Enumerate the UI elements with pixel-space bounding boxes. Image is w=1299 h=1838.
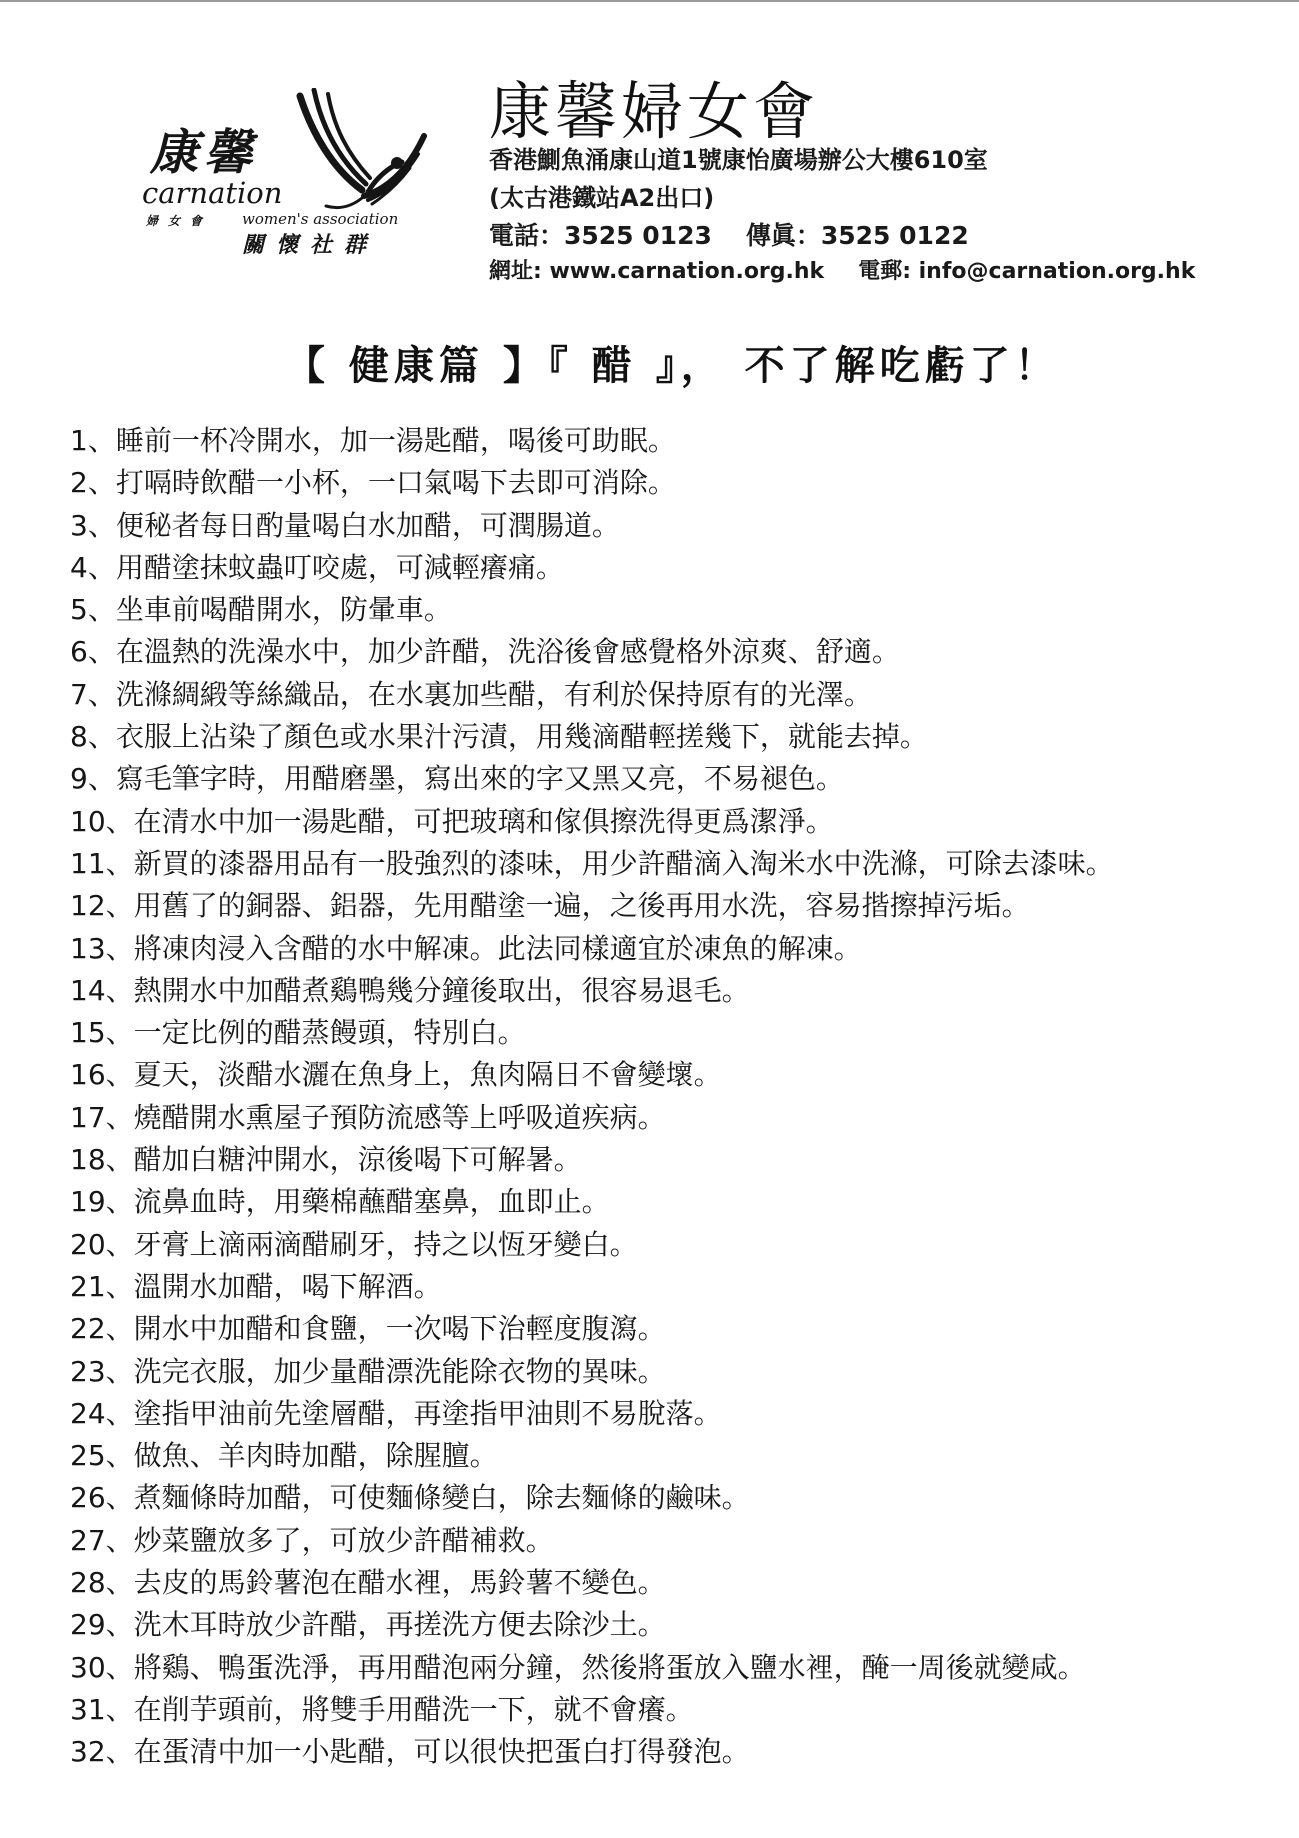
list-item <box>70 970 1280 1012</box>
email: 電郵: info@carnation.org.hk <box>858 259 1196 284</box>
item-text: 用醋塗抹蚊蟲叮咬處，可減輕癢痛。 <box>115 550 564 584</box>
item-text: 塗指甲油前先塗層醋，再塗指甲油則不易脫落。 <box>133 1396 722 1430</box>
item-number: 10、 <box>70 804 134 838</box>
item-text: 流鼻血時，用藥棉蘸醋塞鼻，血即止。 <box>133 1185 610 1219</box>
item-number: 31、 <box>70 1692 134 1726</box>
item-text: 開水中加醋和食鹽，一次喝下治輕度腹瀉。 <box>133 1312 666 1346</box>
organization-name: 康馨婦女會 <box>489 75 820 148</box>
list-item <box>70 1308 1280 1350</box>
item-number: 11、 <box>70 846 134 880</box>
list-item <box>70 885 1280 927</box>
logo-womens-society: 婦女會 <box>146 214 213 228</box>
list-item <box>70 420 1280 462</box>
vinegar-tips-list <box>70 420 1280 1774</box>
list-item <box>70 1477 1280 1519</box>
item-text: 打嗝時飲醋一小杯，一口氣喝下去即可消除。 <box>115 466 676 500</box>
item-number: 6、 <box>70 635 116 669</box>
logo-english-name: carnation <box>142 176 283 210</box>
item-number: 23、 <box>70 1354 134 1388</box>
item-number: 19、 <box>70 1185 134 1219</box>
document-title: 【 健康篇 】『 醋 』， 不了解吃虧了！ <box>285 343 1060 389</box>
carnation-logo <box>142 88 432 268</box>
logo-chinese-name: 康馨 <box>150 125 259 181</box>
item-number: 14、 <box>70 973 134 1007</box>
website: 網址: www.carnation.org.hk <box>489 259 825 284</box>
item-text: 將凍肉浸入含醋的水中解凍。此法同樣適宜於凍魚的解凍。 <box>133 931 862 965</box>
item-number: 25、 <box>70 1439 134 1473</box>
item-number: 9、 <box>70 762 116 796</box>
phone-number: 電話：3525 0123 <box>489 221 712 250</box>
item-text: 燒醋開水熏屋子預防流感等上呼吸道疾病。 <box>133 1100 666 1134</box>
list-item <box>70 1181 1280 1223</box>
item-text: 衣服上沾染了顏色或水果汁污漬，用幾滴醋輕搓幾下，就能去掉。 <box>115 720 928 754</box>
list-item <box>70 1520 1280 1562</box>
list-item <box>70 1435 1280 1477</box>
item-number: 16、 <box>70 1058 134 1092</box>
list-item <box>70 1562 1280 1604</box>
item-number: 8、 <box>70 720 116 754</box>
station-exit: (太古港鐵站A2出口) <box>489 184 715 212</box>
item-text: 炒菜鹽放多了，可放少許醋補救。 <box>133 1523 554 1557</box>
fax-number: 傳眞：3525 0122 <box>745 221 969 250</box>
item-number: 18、 <box>70 1143 134 1177</box>
item-text: 溫開水加醋，喝下解酒。 <box>133 1269 442 1303</box>
item-text: 在溫熱的洗澡水中，加少許醋，洗浴後會感覺格外涼爽、舒適。 <box>115 635 900 669</box>
item-number: 4、 <box>70 550 116 584</box>
item-number: 17、 <box>70 1100 134 1134</box>
web-email-line <box>489 254 1195 285</box>
item-text: 在削芋頭前，將雙手用醋洗一下，就不會癢。 <box>133 1692 694 1726</box>
list-item <box>70 631 1280 673</box>
item-text: 去皮的馬鈴薯泡在醋水裡，馬鈴薯不變色。 <box>133 1566 666 1600</box>
list-item <box>70 1139 1280 1181</box>
list-item <box>70 1731 1280 1773</box>
item-number: 15、 <box>70 1016 134 1050</box>
item-text: 將鷄、鴨蛋洗淨，再用醋泡兩分鐘，然後將蛋放入鹽水裡，醃一周後就變咸。 <box>133 1650 1086 1684</box>
item-text: 醋加白糖沖開水，涼後喝下可解暑。 <box>133 1143 582 1177</box>
item-text: 坐車前喝醋開水，防暈車。 <box>115 593 452 627</box>
list-item <box>70 1689 1280 1731</box>
item-number: 20、 <box>70 1227 134 1261</box>
item-number: 13、 <box>70 931 134 965</box>
item-text: 做魚、羊肉時加醋，除腥膻。 <box>133 1439 498 1473</box>
item-number: 24、 <box>70 1396 134 1430</box>
item-number: 22、 <box>70 1312 134 1346</box>
list-item <box>70 758 1280 800</box>
item-number: 32、 <box>70 1735 134 1769</box>
list-item <box>70 505 1280 547</box>
item-text: 在蛋清中加一小匙醋，可以很快把蛋白打得發泡。 <box>133 1735 750 1769</box>
item-number: 28、 <box>70 1566 134 1600</box>
phone-fax-line <box>489 216 969 252</box>
item-text: 便秘者每日酌量喝白水加醋，可潤腸道。 <box>115 508 620 542</box>
item-number: 3、 <box>70 508 116 542</box>
item-number: 12、 <box>70 889 134 923</box>
item-number: 29、 <box>70 1608 134 1642</box>
item-text: 夏天，淡醋水灑在魚身上，魚肉隔日不會變壞。 <box>133 1058 722 1092</box>
item-text: 洗滌綢緞等絲織品，在水裏加些醋，有利於保持原有的光澤。 <box>115 677 872 711</box>
item-text: 寫毛筆字時，用醋磨墨，寫出來的字又黑又亮，不易褪色。 <box>115 762 844 796</box>
item-number: 5、 <box>70 593 116 627</box>
logo-womens-association: women's association <box>242 210 399 228</box>
list-item <box>70 1097 1280 1139</box>
item-number: 27、 <box>70 1523 134 1557</box>
item-number: 7、 <box>70 677 116 711</box>
list-item <box>70 1393 1280 1435</box>
list-item <box>70 928 1280 970</box>
list-item <box>70 1054 1280 1096</box>
list-item <box>70 547 1280 589</box>
list-item <box>70 843 1280 885</box>
item-text: 牙膏上滴兩滴醋刷牙，持之以恆牙變白。 <box>133 1227 638 1261</box>
logo-slogan: 關懷社群 <box>242 232 379 258</box>
item-text: 用舊了的銅器、鋁器，先用醋塗一遍，之後再用水洗，容易揩擦掉污垢。 <box>133 889 1030 923</box>
item-text: 洗木耳時放少許醋，再搓洗方便去除沙土。 <box>133 1608 666 1642</box>
list-item <box>70 589 1280 631</box>
list-item <box>70 716 1280 758</box>
item-text: 熱開水中加醋煮鷄鴨幾分鐘後取出，很容易退毛。 <box>133 973 750 1007</box>
top-rule <box>0 0 1299 2</box>
list-item <box>70 462 1280 504</box>
list-item <box>70 1647 1280 1689</box>
item-number: 1、 <box>70 424 116 457</box>
address: 香港鰂魚涌康山道1號康怡廣場辦公大樓610室 <box>489 146 988 174</box>
list-item <box>70 1604 1280 1646</box>
item-text: 新買的漆器用品有一股強烈的漆味，用少許醋滴入淘米水中洗滌，可除去漆味。 <box>133 846 1114 880</box>
list-item <box>70 801 1280 843</box>
item-text: 在清水中加一湯匙醋，可把玻璃和傢俱擦洗得更爲潔淨。 <box>133 804 834 838</box>
item-number: 30、 <box>70 1650 134 1684</box>
item-text: 洗完衣服，加少量醋漂洗能除衣物的異味。 <box>133 1354 666 1388</box>
item-text: 一定比例的醋蒸饅頭，特別白。 <box>133 1016 526 1050</box>
item-text: 煮麵條時加醋，可使麵條變白，除去麵條的鹼味。 <box>133 1481 750 1515</box>
list-item <box>70 674 1280 716</box>
bird-icon <box>292 88 427 213</box>
list-item <box>70 1224 1280 1266</box>
list-item <box>70 1351 1280 1393</box>
item-text: 睡前一杯冷開水，加一湯匙醋，喝後可助眠。 <box>115 424 676 457</box>
item-number: 26、 <box>70 1481 134 1515</box>
item-number: 2、 <box>70 466 116 500</box>
list-item <box>70 1266 1280 1308</box>
list-item <box>70 1012 1280 1054</box>
item-number: 21、 <box>70 1269 134 1303</box>
